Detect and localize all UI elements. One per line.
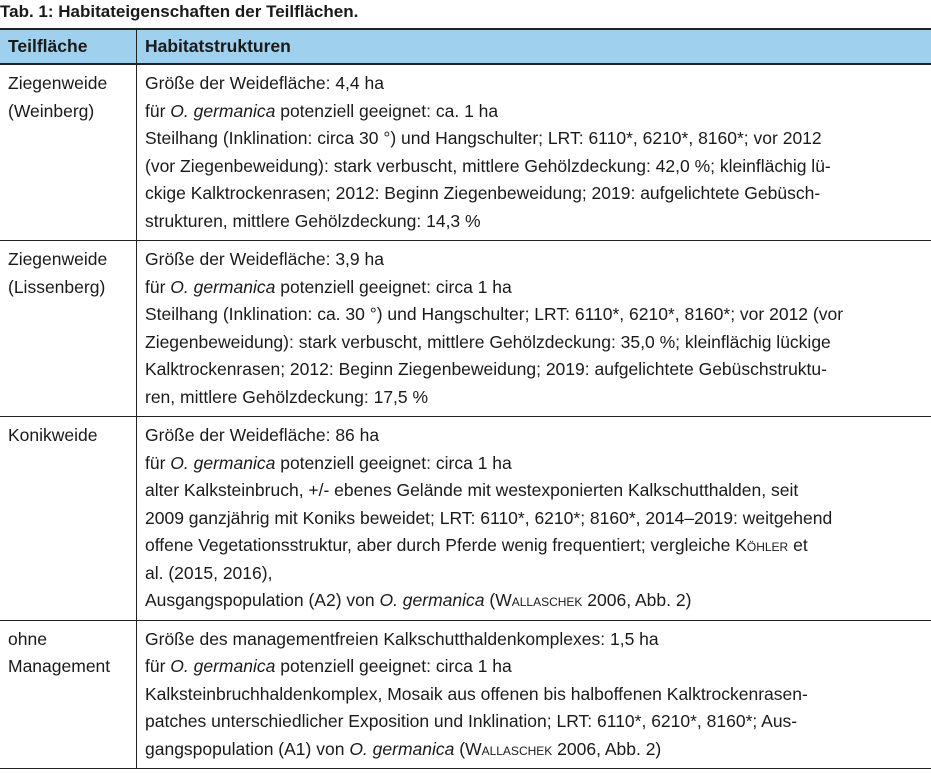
area-label: (Lissenberg) — [8, 276, 106, 297]
habitat-cell — [137, 241, 931, 417]
habitat-line: ckige Kalktrockenrasen; 2012: Beginn Ziegenbeweidung; 2019: aufgelichtete Gebüsch- — [145, 183, 821, 203]
habitat-line: für O. germanica potenziell geeignet: circa 1 ha — [145, 656, 512, 676]
habitat-line: Größe der Weidefläche: 4,4 ha — [145, 73, 384, 93]
habitat-line: für O. germanica potenziell geeignet: ca. 1 ha — [145, 100, 499, 121]
habitat-line: Ausgangspopulation (A2) von O. germanica (Wallaschek 2006, Abb. 2) — [145, 590, 692, 610]
table-row — [0, 64, 931, 241]
habitat-line: Kalktrockenrasen; 2012: Beginn Ziegenbeweidung; 2019: aufgelichtete Gebüschstruktu- — [145, 359, 827, 379]
habitat-cell — [137, 64, 931, 241]
habitat-line: Kalksteinbruchhaldenkomplex, Mosaik aus offenen bis halboffenen Kalktrockenrasen- — [145, 683, 808, 704]
habitat-line: Ziegenbeweidung): stark verbuscht, mittlere Gehölzdeckung: 35,0 %; kleinflächig lückige — [145, 331, 831, 352]
habitat-table — [0, 28, 931, 769]
habitat-cell — [137, 417, 931, 621]
table-row — [0, 620, 931, 769]
habitat-line: Steilhang (Inklination: ca. 30 °) und Hangschulter; LRT: 6110*, 6210*, 8160*; vor 2012 (vor — [145, 304, 844, 324]
habitat-line: offene Vegetationsstruktur, aber durch Pferde wenig frequentiert; vergleiche Köhler et — [145, 535, 808, 555]
habitat-line: für O. germanica potenziell geeignet: circa 1 ha — [145, 452, 512, 473]
habitat-line: für O. germanica potenziell geeignet: circa 1 ha — [145, 276, 512, 297]
table-row — [0, 241, 931, 417]
area-cell — [0, 241, 137, 417]
habitat-line: strukturen, mittlere Gehölzdeckung: 14,3 % — [145, 210, 481, 231]
habitat-line: gangspopulation (A1) von O. germanica (Wallaschek 2006, Abb. 2) — [145, 738, 662, 759]
area-label: Ziegenweide — [8, 249, 108, 269]
area-label: Konikweide — [8, 425, 98, 445]
table-row — [0, 417, 931, 621]
area-label: ohne — [8, 628, 47, 649]
table-header-row — [0, 29, 931, 64]
area-label: Management — [8, 656, 111, 676]
area-cell — [0, 64, 137, 241]
habitat-line: Größe des managementfreien Kalkschutthaldenkomplexes: 1,5 ha — [145, 628, 659, 649]
habitat-line: (vor Ziegenbeweidung): stark verbuscht, mittlere Gehölzdeckung: 42,0 %; kleinflächig lü- — [145, 155, 831, 176]
area-cell — [0, 417, 137, 621]
habitat-line: ren, mittlere Gehölzdeckung: 17,5 % — [145, 386, 429, 407]
table-caption: Tab. 1: Habitateigenschaften der Teilflächen. — [0, 2, 359, 21]
area-label: Ziegenweide — [8, 73, 108, 93]
area-cell — [0, 620, 137, 769]
habitat-line: Größe der Weidefläche: 3,9 ha — [145, 249, 384, 269]
habitat-line: al. (2015, 2016), — [145, 562, 273, 583]
habitat-line: Größe der Weidefläche: 86 ha — [145, 425, 380, 445]
habitat-line: 2009 ganzjährig mit Koniks beweidet; LRT: 6110*, 6210*; 8160*, 2014–2019: weitgehend — [145, 507, 833, 528]
habitat-line: alter Kalksteinbruch, +/- ebenes Gelände mit westexponierten Kalkschutthalden, seit — [145, 480, 799, 500]
header-habitatstrukturen: Habitatstrukturen — [137, 29, 931, 64]
habitat-line: Steilhang (Inklination: circa 30 °) und Hangschulter; LRT: 6110*, 6210*, 8160*; vor 2012 — [145, 128, 822, 148]
header-teilflaeche: Teilfläche — [0, 29, 137, 64]
area-label: (Weinberg) — [8, 100, 95, 121]
habitat-cell — [137, 620, 931, 769]
habitat-line: patches unterschiedlicher Exposition und Inklination; LRT: 6110*, 6210*, 8160*; Aus- — [145, 711, 798, 731]
